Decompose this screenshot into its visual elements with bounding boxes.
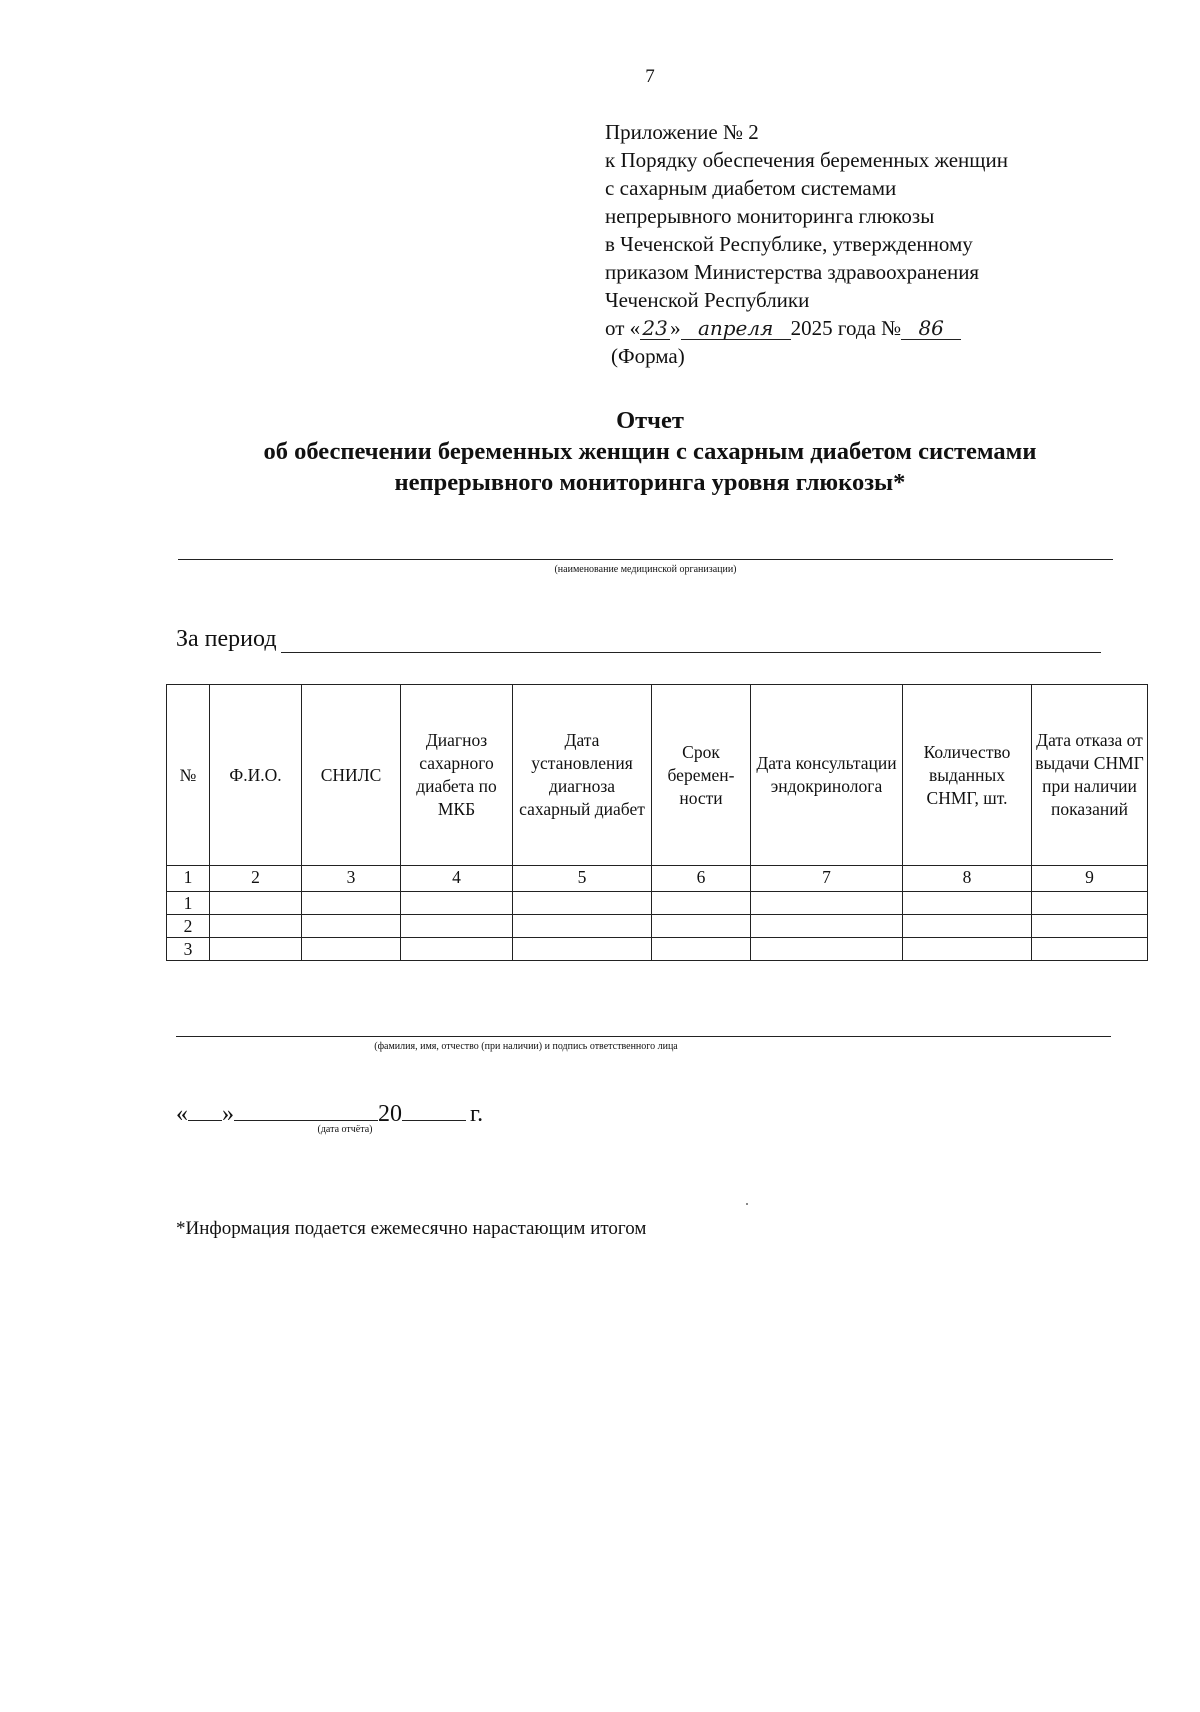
empty-cell[interactable]: [401, 938, 513, 961]
order-number-handwritten: 86: [901, 317, 961, 340]
order-line: [605, 314, 1008, 342]
column-number-cell: 7: [751, 866, 903, 892]
appendix-line: Приложение № 2: [605, 120, 759, 144]
row-number-cell: 3: [167, 938, 210, 961]
column-number-cell: 6: [652, 866, 751, 892]
date-century: 20: [378, 1101, 402, 1127]
column-number-cell: 3: [302, 866, 401, 892]
order-year: 2025 года №: [790, 316, 902, 340]
empty-cell[interactable]: [751, 938, 903, 961]
org-name-line: [178, 559, 1113, 560]
header-cell: СНИЛС: [302, 685, 401, 866]
date-year-suffix: г.: [470, 1101, 484, 1127]
appendix-line: к Порядку обеспечения беременных женщин: [605, 148, 1008, 172]
order-prefix: от «: [605, 316, 641, 340]
title-line-3: непрерывного мониторинга уровня глюкозы*: [394, 469, 906, 496]
table-row: [167, 938, 1148, 961]
row-number-cell: 2: [167, 915, 210, 938]
period-fill-line: [281, 626, 1101, 653]
empty-cell[interactable]: [210, 892, 302, 915]
column-number-cell: 4: [401, 866, 513, 892]
empty-cell[interactable]: [1032, 892, 1148, 915]
column-number-cell: 9: [1032, 866, 1148, 892]
header-cell: Количество выданных СНМГ, шт.: [903, 685, 1032, 866]
row-number-cell: 1: [167, 892, 210, 915]
title-line-2: об обеспечении беременных женщин с сахарным диабетом системами: [263, 438, 1037, 465]
report-table: [166, 684, 1148, 961]
header-cell: Срок беремен-ности: [652, 685, 751, 866]
date-day-blank: [188, 1098, 222, 1121]
empty-cell[interactable]: [652, 938, 751, 961]
form-label: (Форма): [611, 344, 685, 368]
appendix-line: с сахарным диабетом системами: [605, 176, 897, 200]
signature-caption: (фамилия, имя, отчество (при наличии) и подпись ответственного лица: [374, 1041, 678, 1052]
empty-cell[interactable]: [903, 915, 1032, 938]
empty-cell[interactable]: [903, 938, 1032, 961]
empty-cell[interactable]: [302, 938, 401, 961]
date-close-quote: »: [222, 1101, 234, 1127]
empty-cell[interactable]: [513, 938, 652, 961]
appendix-line: приказом Министерства здравоохранения: [605, 260, 980, 284]
column-number-cell: 2: [210, 866, 302, 892]
empty-cell[interactable]: [302, 915, 401, 938]
header-cell: Дата установления диагноза сахарный диабет: [513, 685, 652, 866]
column-number-row: [167, 866, 1148, 892]
appendix-line: Чеченской Республики: [605, 288, 810, 312]
empty-cell[interactable]: [652, 892, 751, 915]
order-month-handwritten: апреля: [681, 317, 791, 340]
table-row: [167, 915, 1148, 938]
empty-cell[interactable]: [401, 892, 513, 915]
empty-cell[interactable]: [302, 892, 401, 915]
table-row: [167, 892, 1148, 915]
title-line-1: Отчет: [616, 407, 684, 434]
table-header-row: [167, 685, 1148, 866]
date-caption: (дата отчёта): [317, 1124, 373, 1135]
report-title: [0, 405, 1200, 498]
column-number-cell: 5: [513, 866, 652, 892]
header-cell: Диагноз сахарного диабета по МКБ: [401, 685, 513, 866]
header-cell: Дата отказа от выдачи СНМГ при наличии показаний: [1032, 685, 1148, 866]
empty-cell[interactable]: [652, 915, 751, 938]
empty-cell[interactable]: [751, 892, 903, 915]
date-month-blank: [234, 1098, 378, 1121]
empty-cell[interactable]: [513, 892, 652, 915]
org-name-caption: (наименование медицинской организации): [554, 564, 737, 575]
signature-line: [176, 1036, 1111, 1037]
period-label: За период: [176, 626, 277, 652]
empty-cell[interactable]: [401, 915, 513, 938]
footnote: *Информация подается ежемесячно нарастающим итогом: [176, 1218, 647, 1239]
empty-cell[interactable]: [513, 915, 652, 938]
header-cell: Дата консультации эндокринолога: [751, 685, 903, 866]
empty-cell[interactable]: [1032, 915, 1148, 938]
page-number: 7: [645, 66, 655, 87]
date-year-blank: [402, 1098, 466, 1121]
empty-cell[interactable]: [751, 915, 903, 938]
empty-cell[interactable]: [210, 938, 302, 961]
column-number-cell: 1: [167, 866, 210, 892]
order-mid: »: [670, 316, 681, 340]
appendix-line: непрерывного мониторинга глюкозы: [605, 204, 935, 228]
empty-cell[interactable]: [903, 892, 1032, 915]
order-day-handwritten: 23: [640, 317, 670, 340]
column-number-cell: 8: [903, 866, 1032, 892]
period-row: [176, 626, 1101, 653]
empty-cell[interactable]: [210, 915, 302, 938]
date-open-quote: «: [176, 1101, 188, 1127]
appendix-line: в Чеченской Республике, утвержденному: [605, 232, 973, 256]
scan-speck: [746, 1203, 748, 1205]
header-cell: Ф.И.О.: [210, 685, 302, 866]
appendix-header: [605, 118, 1008, 370]
empty-cell[interactable]: [1032, 938, 1148, 961]
header-cell: №: [167, 685, 210, 866]
